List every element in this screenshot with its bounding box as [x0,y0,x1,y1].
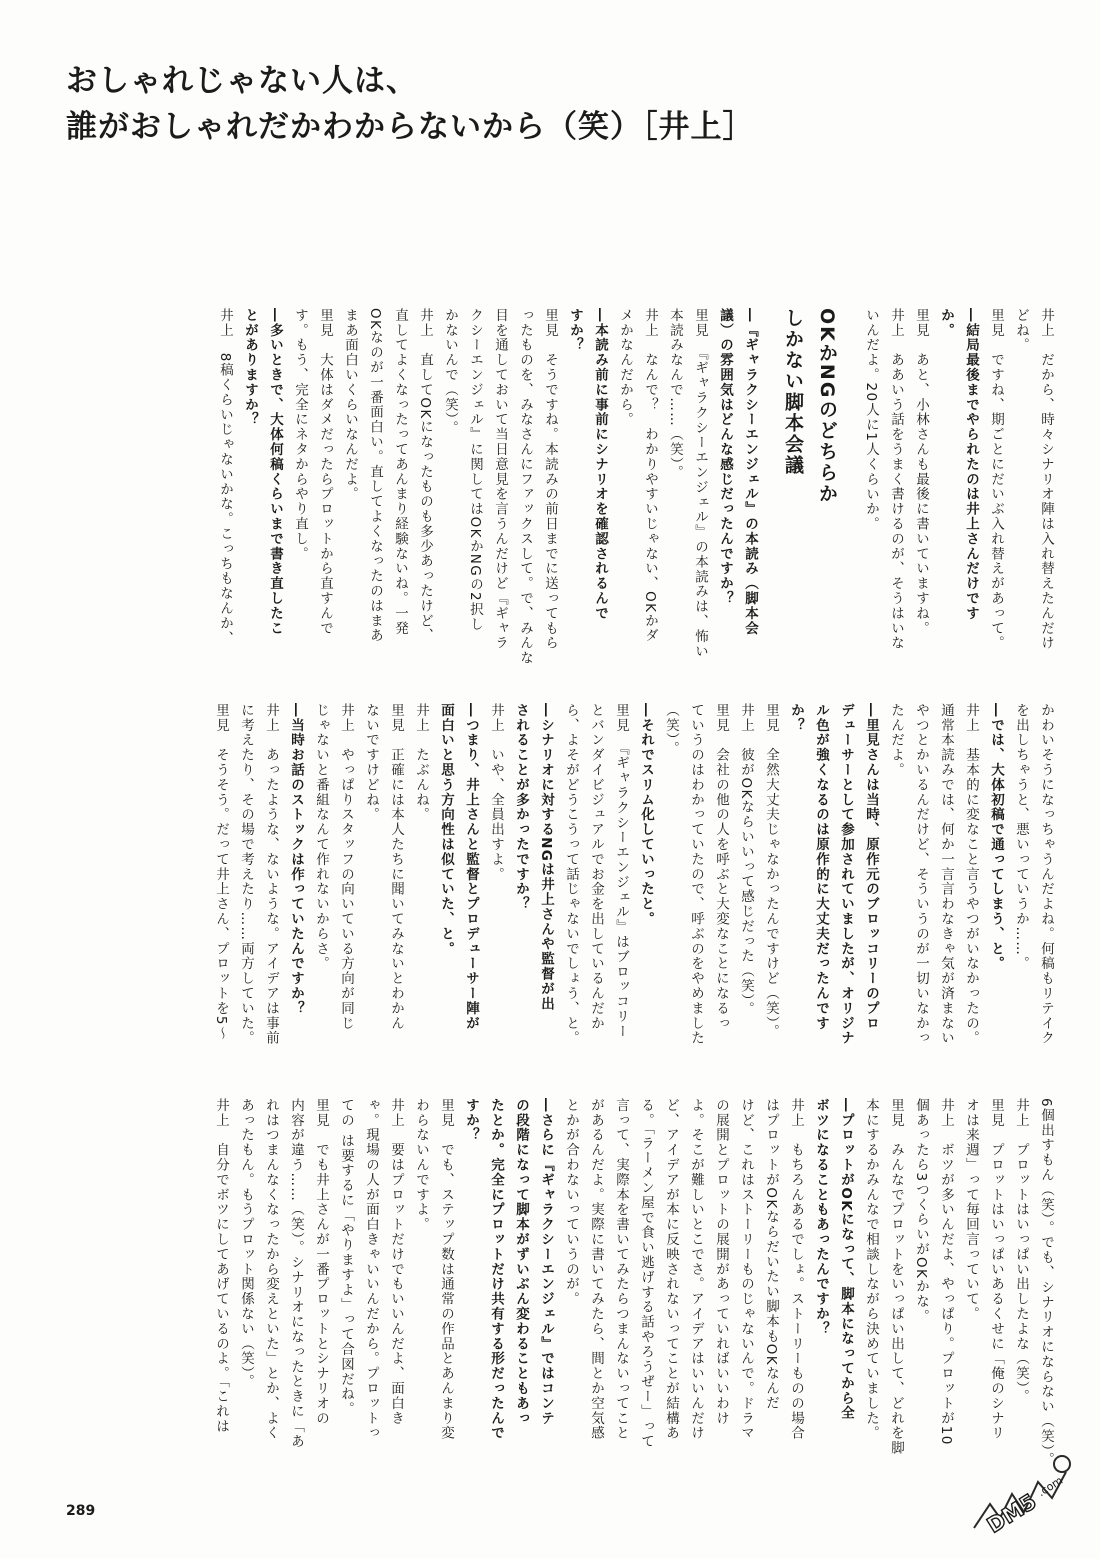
text-line: 井上 彼がOKならいいって感じだった（笑）。 [738,703,754,1017]
question-line: か。 [938,308,954,338]
text-line: 井上 やっぱりスタッフの向いている方向が同じ [338,703,354,1031]
text-line: OKなのが一番面白い。直してよくなったのはまあ [367,308,383,644]
text-tier-2 [98,703,1058,1083]
text-line: 井上 もちろんあるでしょ。ストーリーものの場合 [788,1098,804,1441]
text-line: 直してよくなったってあんまり経験ないね。一発 [392,308,408,636]
text-line: いんだよ。20人に1人くらいか。 [863,308,879,532]
text-line: 井上 基本的に変なこと言うやつがいなかったの。 [963,703,979,1046]
text-line: ての は要するに「やりますよ」って合図だね。 [338,1098,354,1417]
title-line-1: おしゃれじゃない人は、 [66,63,418,99]
text-line: とかが合わないっていうのが。 [563,1098,579,1307]
question-line: ―本読み前に事前にシナリオを確認されるんで [592,308,608,621]
text-line: の展開とプロットの展開があっていればいいわけ [713,1098,729,1426]
text-line: どね。 [1013,308,1029,353]
text-line: けど、これはストーリーものじゃないんで。ドラマ [738,1098,754,1441]
question-line: ―多いときで、大体何稿くらいまで書き直したこ [267,308,283,636]
text-line: 里見 そうそう。だって井上さん、プロットを5～ [213,703,229,1041]
text-line: 井上 ああいう話をうまく書けるのが、そうはいな [888,308,904,651]
text-line: 井上 8稿くらいじゃないかな。こっちもなんか、 [217,308,233,646]
text-line: クシーエンジェル』に関してはOKかNGの2択し [467,308,483,632]
text-line: あったもん。もうプロット関係ない（笑）。 [238,1098,254,1390]
text-line: よ。そこが難しいとこでさ。アイデアはいいんだけ [688,1098,704,1441]
article-title [66,58,866,150]
text-line: 里見 会社の他の人を呼ぶと大変なことになるっ [713,703,729,1031]
question-line: ル色が強くなるのは原作的に大丈夫だったんです [813,703,829,1031]
question-line: ―プロットがOKになって、脚本になってから全 [838,1098,854,1421]
text-line: す。もう、完全にネタからやり直し。 [292,308,308,562]
question-line: 議）の雰囲気はどんな感じだったんですか？ [717,308,733,606]
text-line: メかなんだから。 [617,308,633,428]
text-line: 里見 ですね、期ごとにだいぶ入れ替えがあって。 [988,308,1004,651]
text-line: オは来週」って毎回言っていて。 [963,1098,979,1322]
text-line: かわいそうになっちゃうんだよね。何稿もリテイク [1038,703,1054,1046]
text-line: 井上 直してOKになったものも多少あったけど、 [417,308,433,644]
dm5-watermark-logo [966,1442,1082,1546]
text-line: る。「ラーメン屋で食い逃げする話やろうぜー」って [638,1098,654,1449]
text-line: とバンダイビジュアルでお金を出しているんだか [588,703,604,1031]
question-line: ―当時お話のストックは作っていたんですか？ [288,703,304,1016]
text-line: 井上 いや、全員出すよ。 [488,703,504,882]
question-line: すか？ [567,308,583,353]
section-heading-line: しかない脚本会議 [782,308,804,476]
question-line: とがありますか？ [242,308,258,428]
text-line: を出しちゃうと、悪いっていうか……。 [1013,703,1029,972]
text-line: ゃ。現場の人が面白きゃいいんだから。プロットっ [363,1098,379,1441]
text-tier-3 [98,1098,1058,1490]
question-line: デューサーとして参加されていましたが、オリジナ [838,703,854,1046]
text-line: ていうのはわかっていたので、呼ぶのをやめました [688,703,704,1046]
question-line: ―里見さんは当時、原作元のブロッコリーのプロ [863,703,879,1031]
text-line: 井上 自分でボツにしてあげているのよ。「これは [213,1098,229,1434]
text-line: があるんだよ。実際に書いてみたら、間とか空気感 [588,1098,604,1441]
column-spacer [844,308,858,688]
text-line: かないんで（笑）。 [442,308,458,436]
text-line: 里見 正確には本人たちに聞いてみないとわかん [388,703,404,1031]
text-line: ないですけどね。 [363,703,379,823]
text-line: 里見 『ギャラクシーエンジェル』の本読みは、怖い [692,308,708,659]
question-line: ―つまり、井上さんと監督とプロデューサー陣が [463,703,479,1031]
text-line: 里見 全然大丈夫じゃなかったんですけど（笑）。 [763,703,779,1039]
question-line: されることが多かったですか？ [513,703,529,912]
text-line: 目を通しておいて当日意見を言うんだけど『ギャラ [492,308,508,651]
svg-text:.com: .com [1035,1473,1066,1500]
text-line: 井上 なんで？ わかりやすいじゃない、OKかダ [642,308,658,644]
text-line: れはつまんなくなったから変えといた」とか、よく [263,1098,279,1441]
text-line: 里見 でも井上さんが一番プロットとシナリオの [313,1098,329,1426]
question-line: 面白いと思う方向性は似ていた、と。 [438,703,454,957]
text-line: 言って、実際本を書いてみたらつまんないってこと [613,1098,629,1441]
text-line: じゃないと番組なんて作れないからさ。 [313,703,329,972]
question-line: ―『ギャラクシーエンジェル』の本読み（脚本会 [742,308,758,636]
text-line: 里見 そうですね。本読みの前日までに送ってもら [542,308,558,651]
text-line: まあ面白いくらいなんだよ。 [342,308,358,502]
text-line: 本読みなんで……（笑）。 [667,308,683,481]
question-line: ―さらに『ギャラクシーエンジェル』ではコンテ [538,1098,554,1426]
question-line: ―それでスリム化していったと。 [638,703,654,927]
text-line: 6個出すもん（笑）。でも、シナリオにならない（笑）。 [1038,1098,1054,1467]
text-line: （笑）。 [663,703,679,756]
text-line: ったものを、みなさんにファックスして。で、みんな [517,308,533,666]
text-line: 里見 大体はダメだったらプロットから直すんで [317,308,333,636]
text-line: 井上 だから、時々シナリオ陣は入れ替えたんだけ [1038,308,1054,651]
text-line: ら、よそがどうこうって話じゃないでしょう、と。 [563,703,579,1046]
text-line: 井上 プロットはいっぱい出したよな（笑）。 [1013,1098,1029,1405]
text-line: 内容が違う……（笑）。シナリオになったときに「あ [288,1098,304,1449]
text-line: 里見 でも、ステップ数は通常の作品とあんまり変 [438,1098,454,1441]
question-line: たとか。完全にプロットだけ共有する形だったんで [488,1098,504,1441]
text-line: わらないんですよ。 [413,1098,429,1233]
question-line: ―結局最後までやられたのは井上さんだけです [963,308,979,621]
column-spacer [762,308,776,688]
text-line: はプロットがOKならだいたい脚本もOKなんだ [763,1098,779,1411]
section-heading-line: OKかNGのどちらか [816,308,838,505]
question-line: すか？ [463,1098,479,1143]
text-line: 井上 たぶんね。 [413,703,429,823]
text-line: 井上 あったような、ないような。アイデアは事前 [263,703,279,1046]
page-number: 289 [66,1503,96,1519]
text-line: 井上 要はプロットだけでもいいんだよ、面白き [388,1098,404,1426]
text-line: 里見 あと、小林さんも最後に書いていますね。 [913,308,929,636]
question-line: ―シナリオに対するNGは井上さんや監督が出 [538,703,554,1012]
text-line: たんだよ。 [888,703,904,778]
question-line: ―では、大体初稿で通ってしまう、と。 [988,703,1004,972]
text-line: ど、アイデアが本に反映されないってことが結構あ [663,1098,679,1441]
text-line: 里見 プロットはいっぱいあるくせに「俺のシナリ [988,1098,1004,1441]
text-line: 里見 『ギャラクシーエンジェル』はブロッコリー [613,703,629,1039]
question-line: の段階になって脚本がずいぶん変わることもあっ [513,1098,529,1426]
text-line: 里見 みんなでプロットをいっぱい出して、どれを脚 [888,1098,904,1456]
text-line: 本にするかみんなで相談しながら決めていました。 [863,1098,879,1441]
title-line-2: 誰がおしゃれだかわからないから（笑）［井上］ [66,109,755,145]
text-line: 通常本読みでは、何か一言言わなきゃ気が済まない [938,703,954,1046]
text-line: やつとかいるんだけど、そういうのが一切いなかっ [913,703,929,1046]
svg-text:DM5: DM5 [982,1489,1041,1538]
text-tier-1 [98,308,1058,688]
text-line: 井上 ボツが多いんだよ、やっぱり。プロットが10 [938,1098,954,1446]
text-line: 個あったら3つくらいがOKかな。 [913,1098,929,1324]
question-line: か？ [788,703,804,733]
question-line: ボツになることもあったんですか？ [813,1098,829,1337]
text-line: に考えたり、その場で考えたり……両方していた。 [238,703,254,1046]
